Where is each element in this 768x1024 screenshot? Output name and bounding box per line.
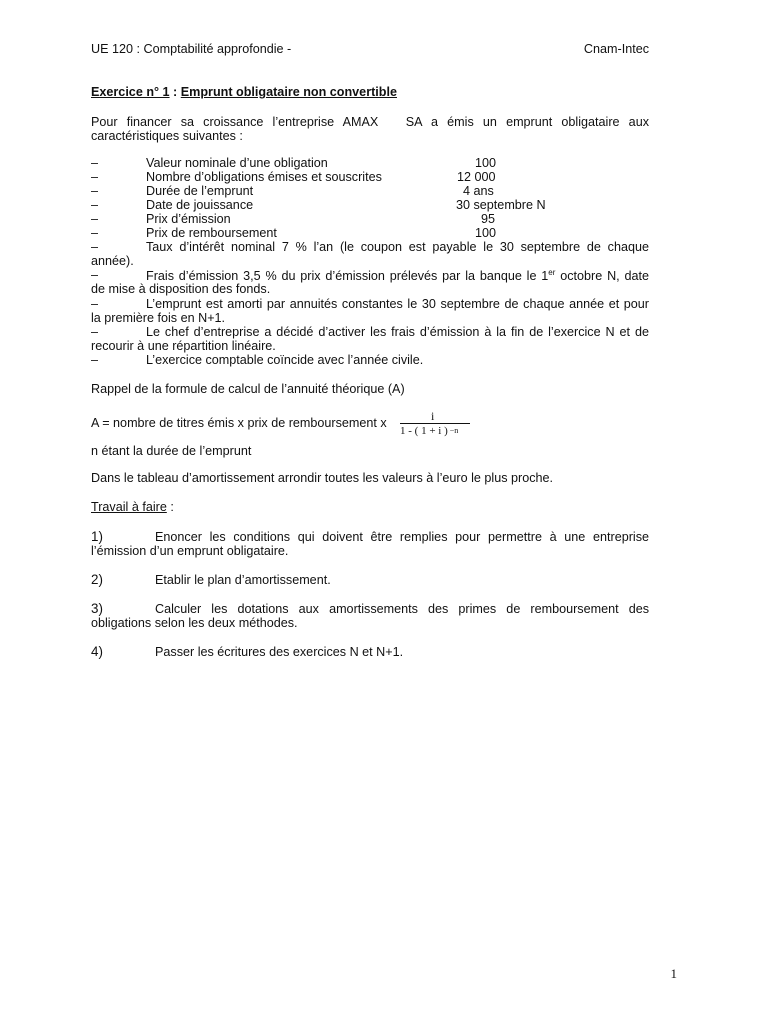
characteristic-value: 12 000 — [457, 170, 496, 184]
characteristic-label: Prix d’émission — [146, 212, 231, 226]
characteristic-value: 4 ans — [463, 184, 494, 198]
bullet-dash: – — [91, 212, 99, 226]
work-label: Travail à faire — [91, 500, 167, 514]
characteristic-label: Valeur nominale d’une obligation — [146, 156, 328, 170]
frais-superscript: er — [548, 268, 556, 277]
header-left: UE 120 : Comptabilité approfondie - — [91, 42, 292, 56]
header-right: Cnam-Intec — [583, 42, 649, 56]
item-text-line-1: Passer les écritures des exercices N et N+1. — [155, 645, 404, 659]
formula-lhs: A = nombre de titres émis x prix de remboursement x — [91, 416, 387, 430]
item-number: 3) — [91, 601, 103, 616]
item-number: 1) — [91, 529, 103, 544]
bullet-dash: – — [91, 325, 99, 339]
formula-denominator — [400, 425, 458, 437]
chef-line-1: Le chef d’entreprise a décidé d’activer les frais d’émission à la fin de l’exercice N et de — [146, 325, 649, 339]
item-text-line-1: Calculer les dotations aux amortissements des primes de remboursement des — [155, 602, 649, 616]
bullet-dash: – — [91, 226, 99, 240]
frais-line-1 — [146, 268, 649, 283]
work-heading — [91, 500, 174, 514]
intro-line-2: caractéristiques suivantes : — [91, 129, 243, 143]
work-suffix: : — [166, 500, 174, 514]
page-number: 1 — [670, 966, 677, 981]
taux-line-2: année). — [91, 254, 134, 268]
characteristic-label: Nombre d’obligations émises et souscrites — [146, 170, 382, 184]
item-number: 2) — [91, 572, 103, 587]
formula-exponent: −n — [449, 426, 459, 435]
bullet-dash: – — [91, 198, 99, 212]
bullet-dash: – — [91, 170, 99, 184]
characteristic-label: Prix de remboursement — [146, 226, 277, 240]
title-separator: : — [169, 85, 181, 99]
exercice-line: L’exercice comptable coïncide avec l’année civile. — [146, 353, 424, 367]
bullet-dash: – — [91, 268, 99, 282]
formula-note: n étant la durée de l’emprunt — [91, 444, 252, 458]
chef-line-2: recourir à une répartition linéaire. — [91, 339, 276, 353]
taux-line-1: Taux d’intérêt nominal 7 % l’an (le coupon est payable le 30 septembre de chaque — [146, 240, 649, 254]
frais-text-end: octobre N, date — [555, 269, 650, 284]
bullet-dash: – — [91, 240, 99, 254]
amorti-line-1: L’emprunt est amorti par annuités constantes le 30 septembre de chaque année et pour — [146, 297, 649, 311]
characteristic-value: 95 — [481, 212, 496, 226]
item-number: 4) — [91, 644, 103, 659]
item-text-line-2: l’émission d’un emprunt obligataire. — [91, 544, 289, 558]
frais-text: Frais d’émission 3,5 % du prix d’émission prélevés par la banque le 1 — [146, 269, 549, 284]
formula-numerator: i — [431, 409, 435, 423]
item-text-line-1: Enoncer les conditions qui doivent être remplies pour permettre à une entreprise — [155, 530, 649, 544]
bullet-dash: – — [91, 184, 99, 198]
formula-intro: Rappel de la formule de calcul de l’annuité théorique (A) — [91, 382, 405, 396]
characteristic-label: Date de jouissance — [146, 198, 254, 212]
characteristic-label: Durée de l’emprunt — [146, 184, 254, 198]
bullet-dash: – — [91, 156, 99, 170]
frais-line-2: de mise à disposition des fonds. — [91, 282, 271, 296]
bullet-dash: – — [91, 297, 99, 311]
characteristic-value: 30 septembre N — [456, 198, 546, 212]
characteristic-value: 100 — [475, 226, 497, 240]
exercise-label: Exercice n° 1 — [91, 85, 170, 99]
denominator-text: 1 - ( 1 + i ) — [400, 425, 448, 437]
intro-line-1: Pour financer sa croissance l’entreprise AMAX SA a émis un emprunt obligataire aux — [91, 115, 649, 129]
fraction-bar — [400, 423, 470, 424]
exercise-title — [91, 85, 397, 99]
exercise-subject: Emprunt obligataire non convertible — [180, 85, 397, 99]
item-text-line-2: obligations selon les deux méthodes. — [91, 616, 298, 630]
bullet-dash: – — [91, 353, 99, 367]
characteristic-value: 100 — [475, 156, 497, 170]
item-text-line-1: Etablir le plan d’amortissement. — [155, 573, 331, 587]
rounding-note: Dans le tableau d’amortissement arrondir toutes les valeurs à l’euro le plus proche. — [91, 471, 554, 485]
amorti-line-2: la première fois en N+1. — [91, 311, 226, 325]
